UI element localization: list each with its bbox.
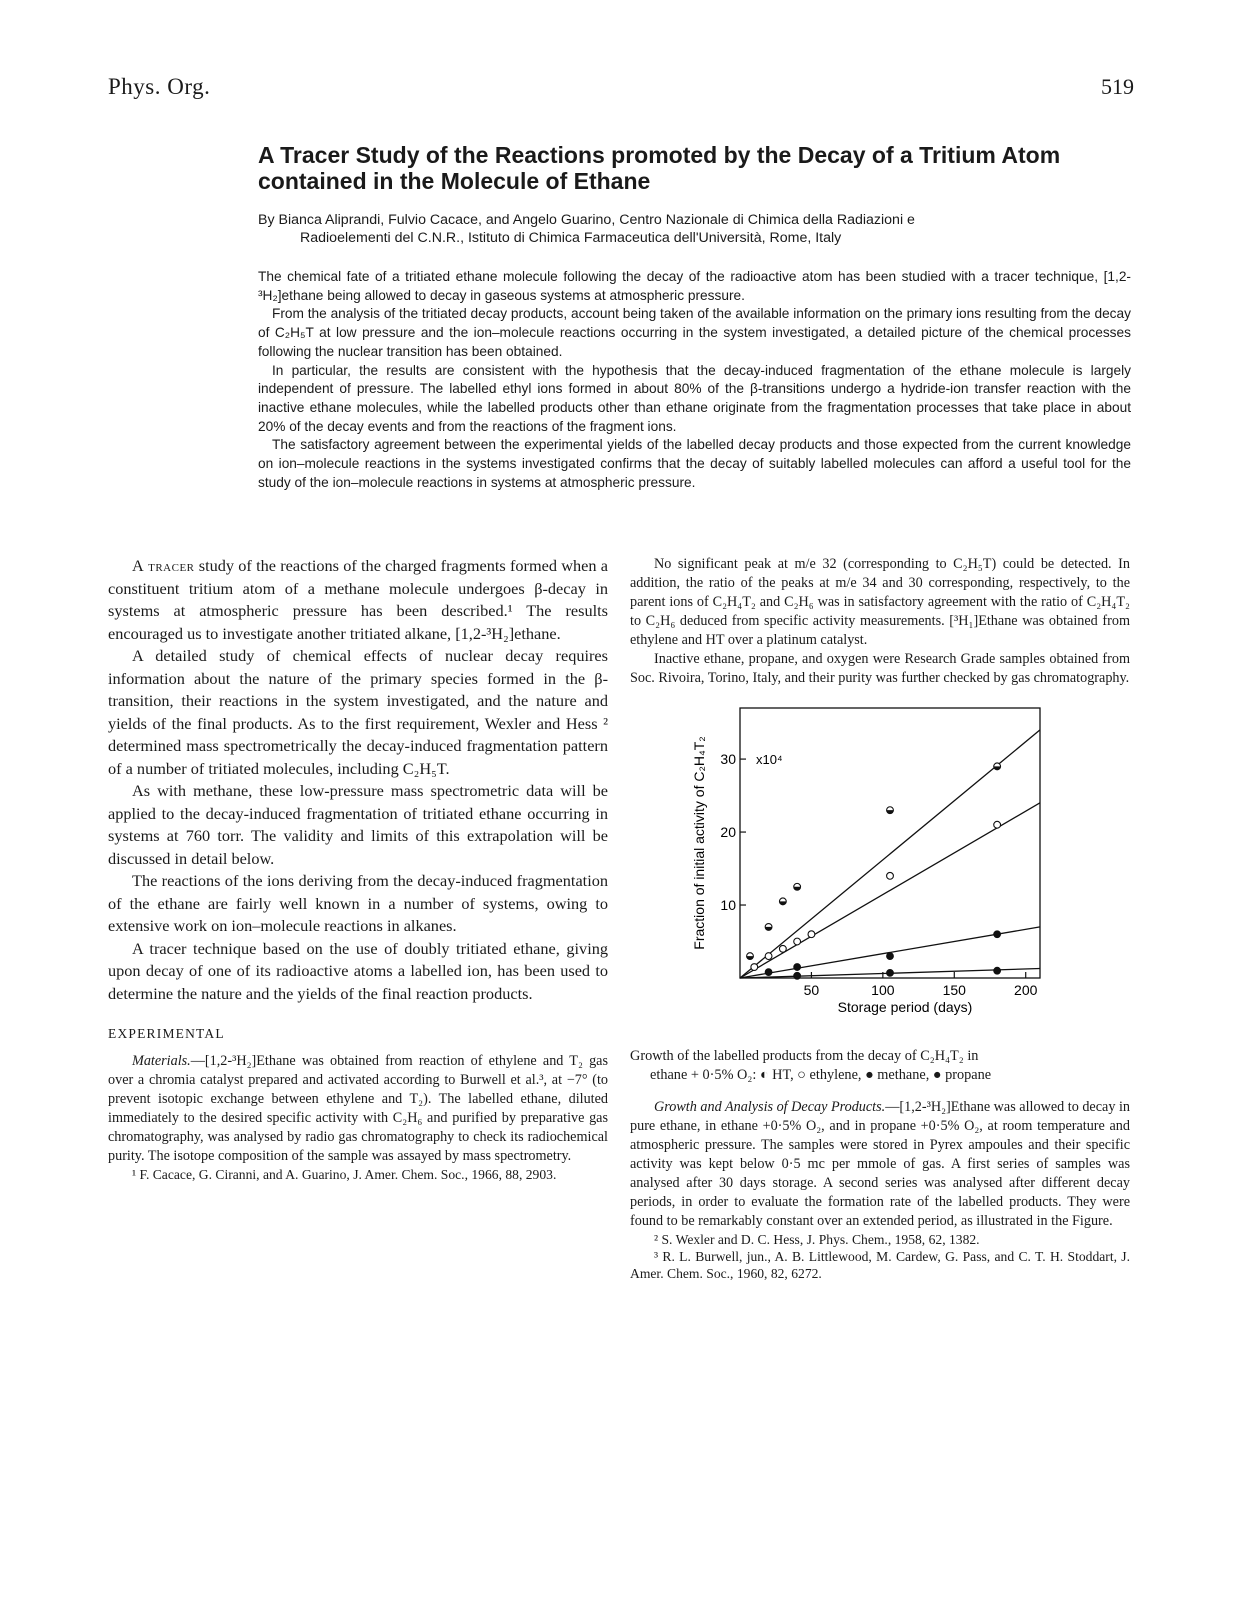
data-point — [794, 964, 801, 971]
figure-caption — [630, 1047, 1130, 1084]
body-paragraph: Inactive ethane, propane, and oxygen were Research Grade samples obtained from Soc. Rivoira, Torino, Italy, and their purity was further checked by gas chromatography. — [630, 651, 1130, 686]
x-tick-label: 100 — [871, 982, 895, 998]
y-tick-label: 10 — [720, 897, 736, 914]
footnote-3: ³ R. L. Burwell, jun., A. B. Littlewood, M. Cardew, G. Pass, and C. T. H. Stoddart, J. Amer. Chem. Soc., 1960, 82, 6272. — [630, 1249, 1130, 1281]
growth-text: —[1,2-³H₂]Ethane was allowed to decay in pure ethane, in ethane +0·5% O₂, and in propane +0·5% O₂, at room temperature and atmospheric pressure. The samples were stored in Pyrex ampoules and their specific activity was kept below 0·5 mc per mmole of gas. A first series of samples was analysed after 30 days storage. A second series was analysed after different decay periods, in order to evaluate the formation rate of the labelled products. They were found to be remarkably constant over an extended period, as illustrated in the Figure. — [630, 1099, 1131, 1229]
right-column — [630, 555, 1130, 1282]
footnote-1: ¹ F. Cacace, G. Ciranni, and A. Guarino, J. Amer. Chem. Soc., 1966, 88, 2903. — [132, 1166, 557, 1182]
data-point — [765, 969, 772, 976]
page-number: 519 — [1101, 74, 1134, 99]
abstract-paragraph: In particular, the results are consistent with the hypothesis that the decay-induced fragmentation of the ethane molecule is largely independent of pressure. The labelled ethyl ions formed in about 80% of the β-transitions undergo a hydride-ion transfer reaction with the inactive ethane molecules, while the labelled products other than ethane originate from the fragmentation processes that take place in about 20% of the decay events and from the reactions of the fragment ions. — [258, 362, 1131, 434]
half-filled-circle-icon: ◐ — [759, 1066, 769, 1083]
journal-name: Phys. Org. — [108, 74, 211, 99]
data-point — [808, 931, 815, 938]
data-point — [794, 972, 801, 979]
body-paragraph: As with methane, these low-pressure mass spectrometric data will be applied to the decay-induced fragmentation of tritiated ethane occurring in systems at 760 torr. The validity and limits of this extrapolation will be discussed in detail below. — [108, 781, 608, 868]
growth-chart — [630, 698, 1110, 1043]
data-point — [887, 953, 894, 960]
data-point — [887, 969, 894, 976]
data-point — [751, 964, 758, 971]
section-heading: EXPERIMENTAL — [108, 1026, 225, 1041]
body-text: study of the reactions of the charged fragments formed when a constituent tritium atom of a methane molecule undergoes β-decay in systems at atmospheric pressure has been described.¹ The results encouraged us to investigate another tritiated alkane, [1,2-³H₂]ethane. — [108, 556, 608, 643]
x-tick-label: 150 — [942, 982, 966, 998]
materials-label: Materials. — [132, 1052, 191, 1069]
multiplier-label: x10⁴ — [756, 752, 783, 768]
body-paragraph: No significant peak at m/e 32 (corresponding to C₂H₅T) could be detected. In addition, the ratio of the peaks at m/e 34 and 30 corresponding, respectively, to the parent ions of C₂H₄T₂ and C₂H₆ was in satisfactory agreement with the ratio of C₂H₄T₂ to C₂H₆ deduced from specific activity measurements. [³H₁]Ethane was obtained from ethylene and HT over a platinum catalyst. — [630, 556, 1130, 648]
authors-line-2: Radioelementi del C.N.R., Istituto di Chimica Farmaceutica dell'Università, Rome, Italy — [300, 230, 842, 246]
materials-paragraph — [108, 1052, 608, 1166]
data-point — [994, 931, 1001, 938]
body-paragraph: A tracer technique based on the use of doubly tritiated ethane, giving upon decay of one of its radioactive atoms a labelled ion, has been used to determine the nature and the yields of the final reaction products. — [108, 938, 608, 1003]
data-point — [994, 967, 1001, 974]
data-point — [887, 872, 894, 879]
intro-smallcaps: A tracer — [132, 556, 195, 575]
data-point — [994, 821, 1001, 828]
data-point — [765, 953, 772, 960]
caption-line-1: Growth of the labelled products from the decay of C₂H₄T₂ in — [630, 1048, 979, 1064]
abstract — [258, 268, 1131, 492]
body-paragraph — [108, 555, 608, 645]
authors-block — [258, 211, 1138, 247]
data-point — [779, 945, 786, 952]
data-point — [794, 938, 801, 945]
abstract-paragraph: The chemical fate of a tritiated ethane molecule following the decay of the radioactive atom has been studied with a tracer technique, [1,2-³H₂]ethane being allowed to decay in gaseous systems at atmospheric pressure. — [258, 269, 1131, 303]
left-column — [108, 555, 608, 1183]
article-title: A Tracer Study of the Reactions promoted by the Decay of a Tritium Atom contained in the Molecule of Ethane — [258, 142, 1061, 194]
x-tick-label: 50 — [803, 982, 820, 998]
caption-legend: HT, ○ ethylene, ● methane, ● propane — [772, 1066, 992, 1083]
body-paragraph: A detailed study of chemical effects of nuclear decay requires information about the nature of the primary species formed in the β-transition, their reactions in the system investigated, and the nature and yields of the final products. As to the first requirement, Wexler and Hess ² determined mass spectrometrically the decay-induced fragmentation pattern of a number of tritiated molecules, including C₂H₅T. — [108, 646, 608, 778]
growth-paragraph — [630, 1098, 1130, 1231]
body-paragraph: The reactions of the ions deriving from the decay-induced fragmentation of the ethane are fairly well known in a number of systems, owing to extensive work on ion–molecule reactions in alkanes. — [108, 871, 608, 935]
y-tick-label: 20 — [720, 824, 736, 841]
materials-text: —[1,2-³H₂]Ethane was obtained from reaction of ethylene and T₂ gas over a chromia catalyst prepared and activated according to Burwell et al.³, at −7° (to prevent isotopic exchange between ethylene and T₂). The labelled ethane, diluted immediately to the desired specific activity with C₂H₆ and purified by preparative gas chromatography, was analysed by radio gas chromatography to check its radiochemical purity. The isotope composition of the sample was assayed by mass spectrometry. — [108, 1052, 608, 1164]
running-head — [108, 74, 1134, 104]
footnote-2: ² S. Wexler and D. C. Hess, J. Phys. Chem., 1958, 62, 1382. — [654, 1232, 980, 1247]
abstract-paragraph: The satisfactory agreement between the experimental yields of the labelled decay products and those expected from the current knowledge on ion–molecule reactions in the systems investigated confirms that the decay of suitably labelled molecules can afford a useful tool for the study of the ion–molecule reactions in systems at atmospheric pressure. — [258, 437, 1131, 490]
y-tick-label: 30 — [720, 751, 736, 768]
plot-frame — [740, 708, 1040, 978]
caption-line-2: ethane + 0·5% O₂: — [650, 1066, 757, 1083]
growth-label: Growth and Analysis of Decay Products. — [654, 1099, 886, 1115]
y-axis-label: Fraction of initial activity of C₂H₄T₂ — [691, 736, 707, 950]
figure — [630, 698, 1110, 1043]
authors-line-1: By Bianca Aliprandi, Fulvio Cacace, and Angelo Guarino, Centro Nazionale di Chimica della Radiazioni e — [258, 212, 915, 228]
x-tick-label: 200 — [1014, 982, 1038, 998]
x-axis-label: Storage period (days) — [837, 999, 973, 1015]
abstract-paragraph: From the analysis of the tritiated decay products, account being taken of the available information on the primary ions resulting from the decay of C₂H₅T at low pressure and the ion–molecule reactions occurring in the system investigated, a detailed picture of the chemical processes following the nuclear transition has been obtained. — [258, 306, 1131, 359]
